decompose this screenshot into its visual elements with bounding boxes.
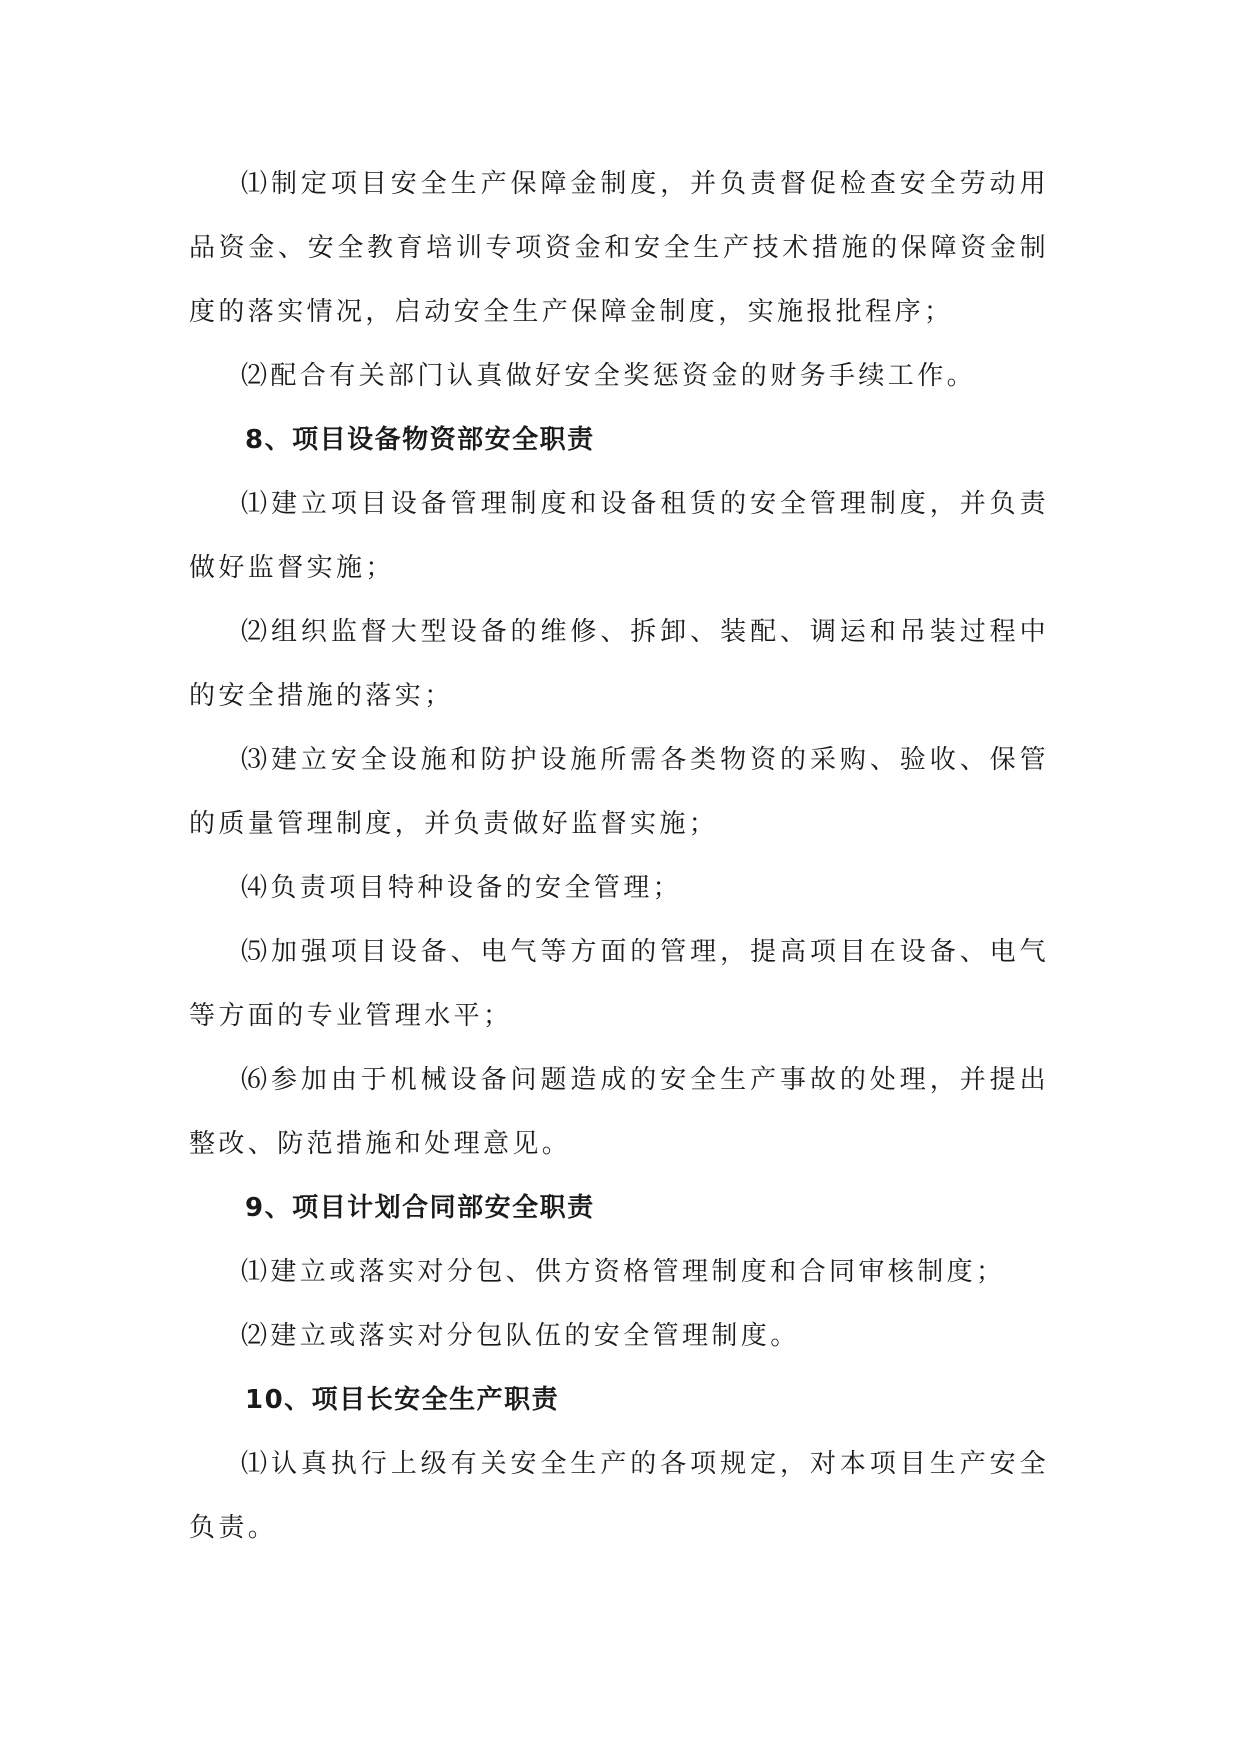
paragraph: ⑴认真执行上级有关安全生产的各项规定，对本项目生产安全负责。 [189, 1449, 1049, 1543]
section-heading: 8、项目设备物资部安全职责 [245, 425, 595, 455]
paragraph: ⑸加强项目设备、电气等方面的管理，提高项目在设备、电气等方面的专业管理水平； [189, 937, 1049, 1031]
paragraph: ⑵组织监督大型设备的维修、拆卸、装配、调运和吊装过程中的安全措施的落实； [189, 617, 1049, 711]
section-heading: 9、项目计划合同部安全职责 [245, 1193, 595, 1223]
section-heading: 10、项目长安全生产职责 [245, 1385, 560, 1415]
paragraph: ⑴建立项目设备管理制度和设备租赁的安全管理制度，并负责做好监督实施； [189, 489, 1049, 583]
paragraph: ⑵建立或落实对分包队伍的安全管理制度。 [241, 1321, 800, 1351]
paragraph: ⑴制定项目安全生产保障金制度，并负责督促检查安全劳动用品资金、安全教育培训专项资金和安全生产技术措施的保障资金制度的落实情况，启动安全生产保障金制度，实施报批程序； [189, 169, 1049, 327]
paragraph: ⑷负责项目特种设备的安全管理； [241, 873, 683, 903]
paragraph: ⑴建立或落实对分包、供方资格管理制度和合同审核制度； [241, 1257, 1006, 1287]
paragraph: ⑹参加由于机械设备问题造成的安全生产事故的处理，并提出整改、防范措施和处理意见。 [189, 1065, 1049, 1159]
document-body [189, 152, 1049, 1560]
paragraph: ⑵配合有关部门认真做好安全奖惩资金的财务手续工作。 [241, 361, 977, 391]
paragraph: ⑶建立安全设施和防护设施所需各类物资的采购、验收、保管的质量管理制度，并负责做好监督实施； [189, 745, 1049, 839]
